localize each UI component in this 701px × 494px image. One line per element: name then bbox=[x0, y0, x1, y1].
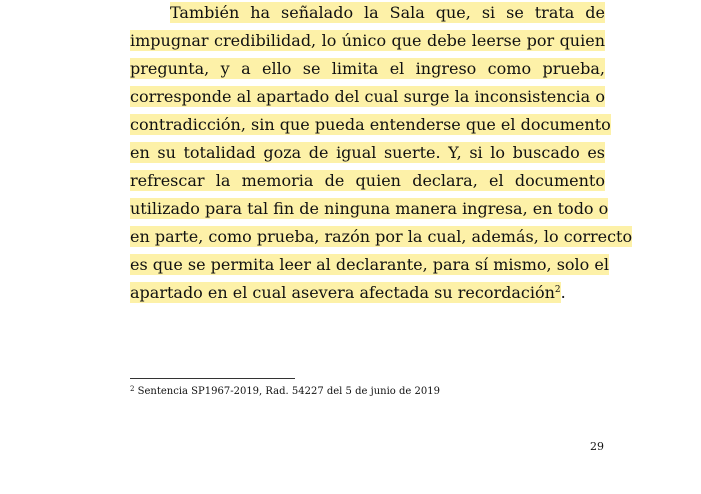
paragraph-line bbox=[130, 142, 605, 164]
highlighted-text: corresponde al apartado del cual surge la inconsistencia o bbox=[130, 87, 605, 106]
end-punctuation: . bbox=[560, 283, 566, 302]
paragraph-line bbox=[170, 2, 605, 24]
highlighted-text: refrescar la memoria de quien declara, el documento bbox=[130, 171, 605, 190]
highlighted-text: utilizado para tal fin de ninguna manera ingresa, en todo o bbox=[130, 199, 609, 218]
paragraph-line bbox=[130, 282, 605, 304]
highlighted-text: en parte, como prueba, razón por la cual, además, lo correcto bbox=[130, 227, 633, 246]
highlighted-text: en su totalidad goza de igual suerte. Y, si lo buscado es bbox=[130, 143, 605, 162]
paragraph-line bbox=[130, 170, 605, 192]
paragraph-line bbox=[130, 58, 605, 80]
paragraph-line bbox=[130, 30, 605, 52]
paragraph-line bbox=[130, 198, 609, 220]
paragraph-line bbox=[130, 226, 633, 248]
footnote bbox=[130, 385, 440, 398]
highlighted-text: pregunta, y a ello se limita el ingreso como prueba, bbox=[130, 59, 605, 78]
highlighted-text: es que se permita leer al declarante, para sí mismo, solo el bbox=[130, 255, 609, 274]
last-line-text: apartado en el cual asevera afectada su recordación bbox=[130, 283, 555, 302]
highlighted-text: impugnar credibilidad, lo único que debe leerse por quien bbox=[130, 31, 605, 50]
paragraph-line bbox=[130, 114, 611, 136]
paragraph-line bbox=[130, 254, 609, 276]
footnote-text: Sentencia SP1967-2019, Rad. 54227 del 5 de junio de 2019 bbox=[137, 386, 440, 397]
highlighted-text bbox=[130, 282, 561, 303]
highlighted-text: También ha señalado la Sala que, si se trata de bbox=[170, 3, 605, 22]
footnote-reference[interactable]: 2 bbox=[554, 285, 561, 295]
footnote-separator bbox=[130, 378, 295, 379]
footnote-marker: 2 bbox=[130, 385, 135, 393]
paragraph-line bbox=[130, 86, 605, 108]
page-number: 29 bbox=[590, 440, 604, 453]
highlighted-text: contradicción, sin que pueda entenderse que el documento bbox=[130, 115, 611, 134]
